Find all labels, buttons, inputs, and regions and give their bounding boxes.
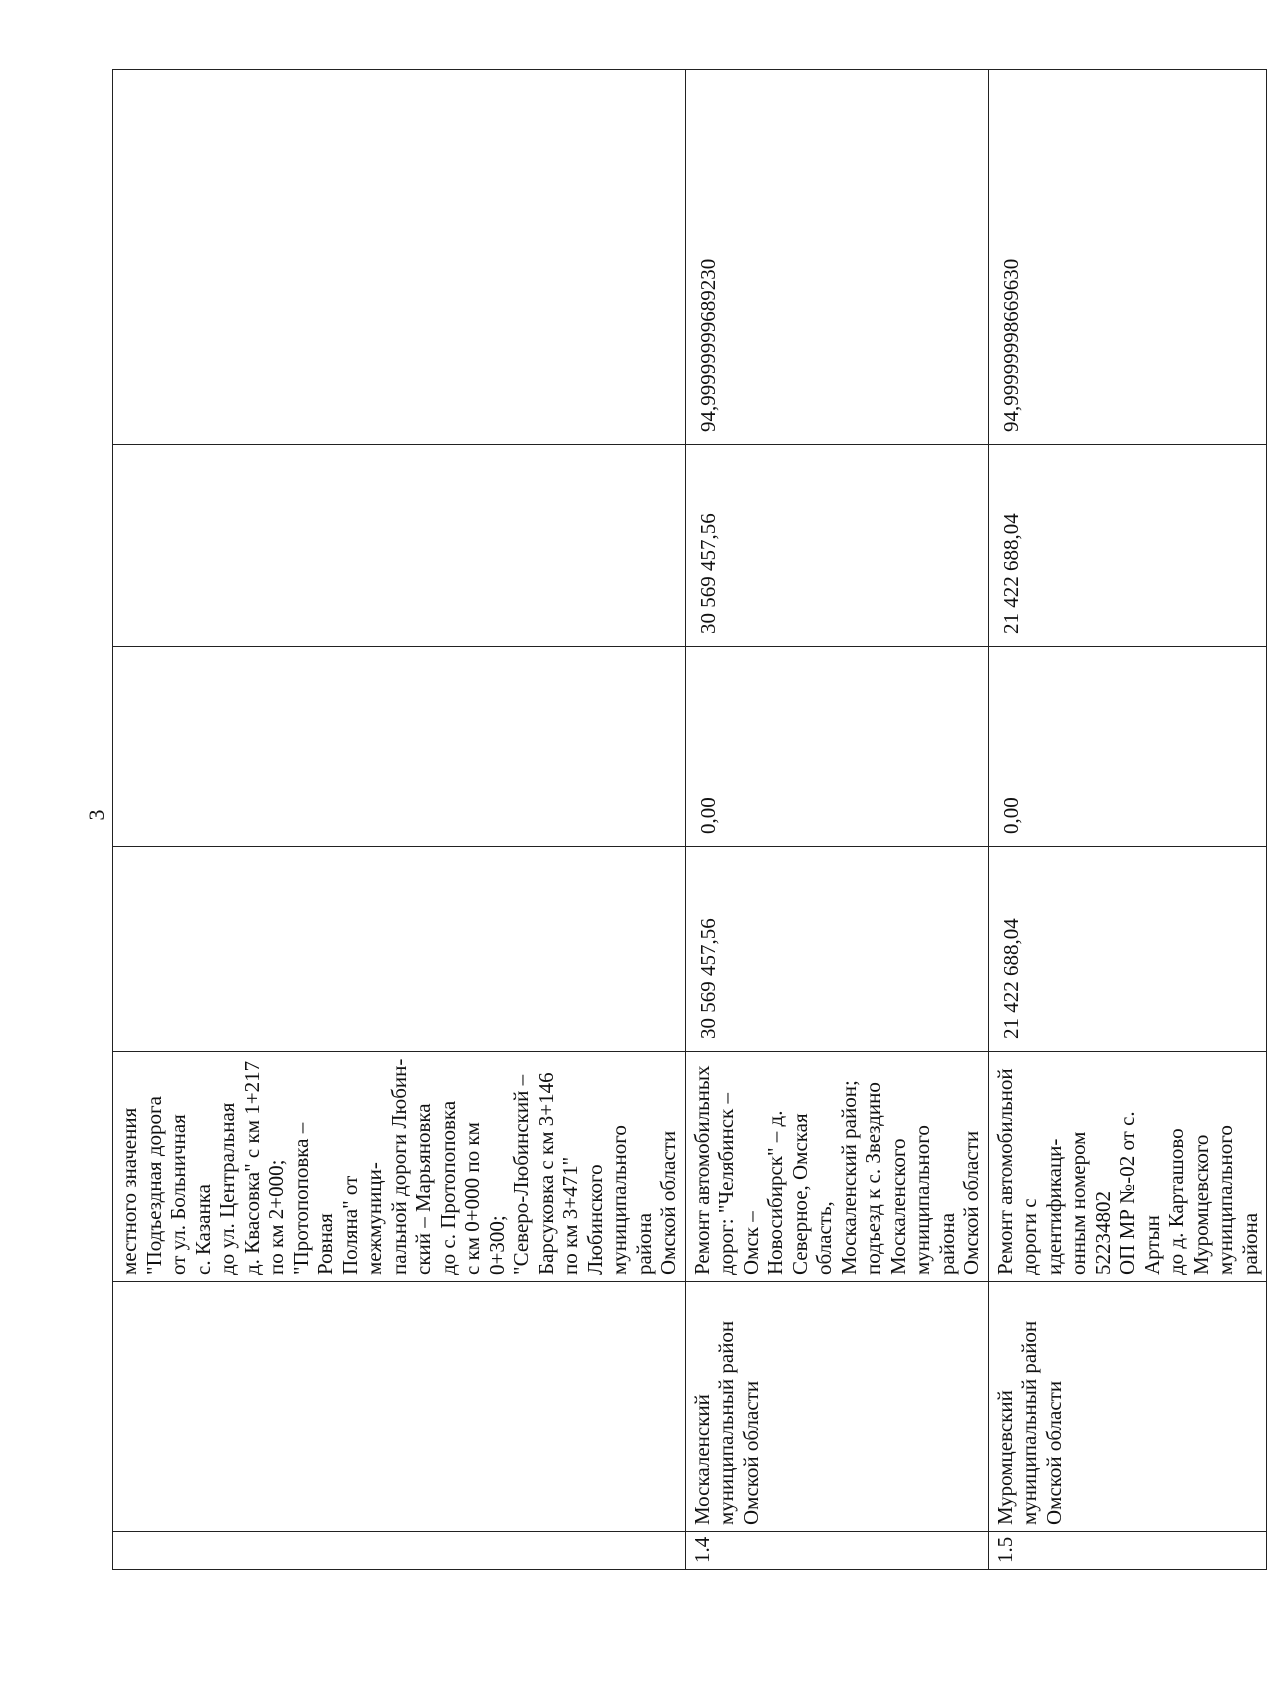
cell-percent: 94,99999999689230 bbox=[685, 70, 988, 445]
cell-percent: 94,99999998669630 bbox=[988, 70, 1267, 445]
allocation-table bbox=[112, 69, 1267, 1570]
cell-value-3 bbox=[113, 445, 686, 647]
cell-municipality bbox=[113, 1282, 686, 1532]
cell-value-1 bbox=[113, 847, 686, 1052]
cell-municipality: Муромцевский муниципальный район Омской области bbox=[988, 1282, 1267, 1532]
cell-object: местного значения "Подъездная дорога от ул. Больничная с. Казанка до ул. Центральная д. Квасовка" с км 1+217 по км 2+000; "Протопоповка – Ровная Поляна" от межмуници- пальной дороги Любин- ский – Марьяновка до с. Протопоповка с км 0+000 по км 0+300; "Северо-Любинский – Барсуковка с км 3+146 по км 3+471" Любинского муниципального района Омской области bbox=[113, 1052, 686, 1282]
cell-object: Ремонт автомобильной дороги с идентификаци- онным номером 52234802 ОП МР №-02 от с. Артын до д. Карташово Муромцевского муниципального района bbox=[988, 1052, 1267, 1282]
cell-object: Ремонт автомобильных дорог: "Челябинск – Омск – Новосибирск" – д. Северное, Омская область, Москаленский район; подъезд к с. Звездино Москаленского муниципального района Омской области bbox=[685, 1052, 988, 1282]
cell-number: 1.5 bbox=[988, 1532, 1267, 1570]
cell-value-2 bbox=[113, 647, 686, 847]
cell-value-1: 30 569 457,56 bbox=[685, 847, 988, 1052]
cell-value-2: 0,00 bbox=[685, 647, 988, 847]
cell-value-3: 30 569 457,56 bbox=[685, 445, 988, 647]
page-number: 3 bbox=[84, 809, 109, 821]
cell-number: 1.4 bbox=[685, 1532, 988, 1570]
table-row bbox=[685, 70, 988, 1570]
cell-number bbox=[113, 1532, 686, 1570]
cell-value-2: 0,00 bbox=[988, 647, 1267, 847]
rotated-table-container bbox=[112, 70, 1262, 1570]
cell-municipality: Москаленский муниципальный район Омской области bbox=[685, 1282, 988, 1532]
table-row bbox=[988, 70, 1267, 1570]
cell-percent bbox=[113, 70, 686, 445]
cell-value-1: 21 422 688,04 bbox=[988, 847, 1267, 1052]
table-row bbox=[113, 70, 686, 1570]
cell-value-3: 21 422 688,04 bbox=[988, 445, 1267, 647]
